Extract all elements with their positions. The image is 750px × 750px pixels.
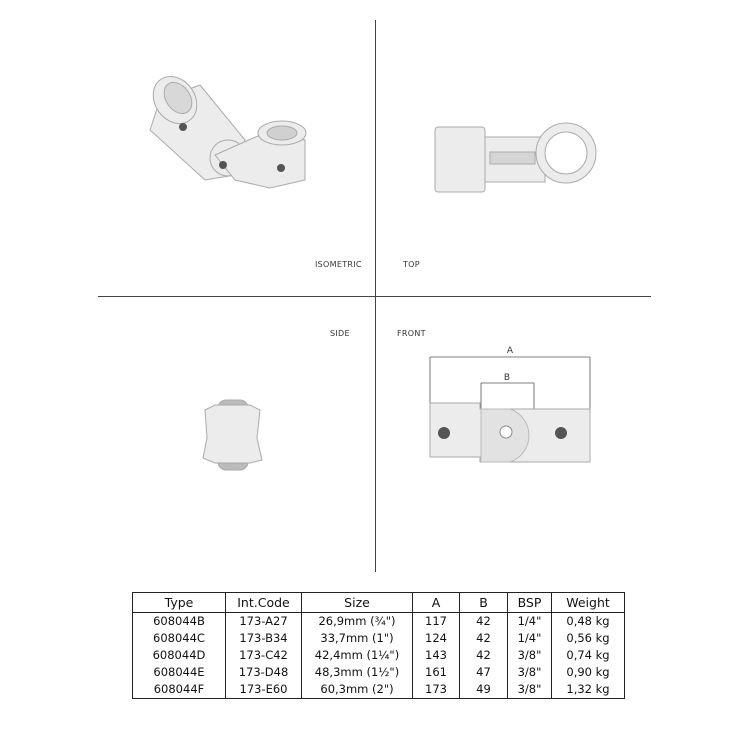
cell-type: 608044D [133, 647, 226, 664]
cell-size: 60,3mm (2") [302, 681, 413, 699]
table-row [133, 630, 625, 647]
table-header-row [133, 593, 625, 613]
cell-b: 42 [460, 630, 508, 647]
cell-bsp: 3/8" [508, 647, 552, 664]
cell-weight: 0,56 kg [552, 630, 625, 647]
cell-size: 42,4mm (1¼") [302, 647, 413, 664]
cell-weight: 1,32 kg [552, 681, 625, 699]
cell-b: 49 [460, 681, 508, 699]
top-label: TOP [403, 260, 420, 269]
cell-bsp: 3/8" [508, 681, 552, 699]
cell-size: 48,3mm (1½") [302, 664, 413, 681]
front-label: FRONT [397, 329, 426, 338]
cell-int-code: 173-B34 [226, 630, 302, 647]
isometric-view [144, 68, 306, 188]
side-label: SIDE [330, 329, 350, 338]
header-type: Type [133, 593, 226, 613]
header-b: B [460, 593, 508, 613]
cell-type: 608044C [133, 630, 226, 647]
cell-a: 117 [413, 613, 460, 631]
cell-b: 47 [460, 664, 508, 681]
cell-weight: 0,90 kg [552, 664, 625, 681]
cell-int-code: 173-D48 [226, 664, 302, 681]
cell-type: 608044F [133, 681, 226, 699]
top-view [435, 123, 596, 192]
header-a: A [413, 593, 460, 613]
cell-type: 608044B [133, 613, 226, 631]
cell-a: 161 [413, 664, 460, 681]
cell-b: 42 [460, 647, 508, 664]
cell-bsp: 1/4" [508, 613, 552, 631]
cell-bsp: 3/8" [508, 664, 552, 681]
cell-int-code: 173-A27 [226, 613, 302, 631]
dimension-a-label: A [506, 346, 514, 356]
header-weight: Weight [552, 593, 625, 613]
cell-b: 42 [460, 613, 508, 631]
table-row [133, 647, 625, 664]
cell-weight: 0,74 kg [552, 647, 625, 664]
header-int-code: Int.Code [226, 593, 302, 613]
isometric-label: ISOMETRIC [315, 260, 362, 269]
dimension-b-label: B [503, 373, 511, 383]
table-row [133, 613, 625, 631]
cell-size: 26,9mm (¾") [302, 613, 413, 631]
cell-a: 124 [413, 630, 460, 647]
cell-a: 173 [413, 681, 460, 699]
cell-type: 608044E [133, 664, 226, 681]
specification-table [132, 592, 625, 699]
header-size: Size [302, 593, 413, 613]
table-row [133, 664, 625, 681]
side-view [203, 400, 262, 470]
cell-weight: 0,48 kg [552, 613, 625, 631]
cell-size: 33,7mm (1") [302, 630, 413, 647]
header-bsp: BSP [508, 593, 552, 613]
cell-bsp: 1/4" [508, 630, 552, 647]
cell-int-code: 173-C42 [226, 647, 302, 664]
table-row [133, 681, 625, 699]
cell-a: 143 [413, 647, 460, 664]
cell-int-code: 173-E60 [226, 681, 302, 699]
